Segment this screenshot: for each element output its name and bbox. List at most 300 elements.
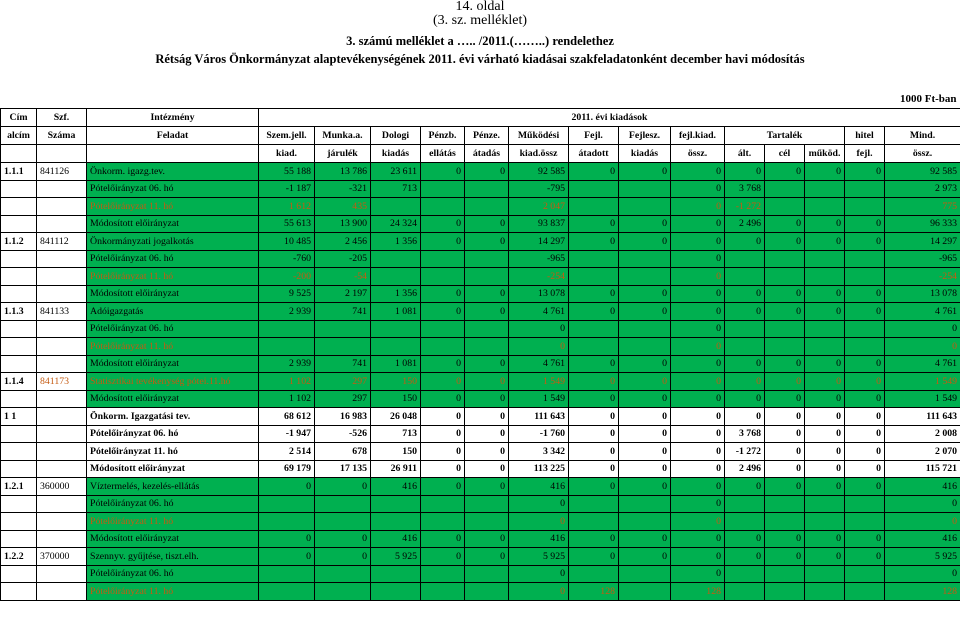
cell-value (725, 513, 765, 531)
cell-value (845, 513, 885, 531)
cell-value: 297 (315, 390, 371, 408)
cell-value (845, 320, 885, 338)
cell-szf (37, 530, 87, 548)
col-header: Pénzb. (421, 127, 465, 145)
cell-value: 150 (371, 373, 421, 391)
col-header: Dologi (371, 127, 421, 145)
cell-value: 0 (619, 233, 671, 251)
cell-value (619, 268, 671, 286)
cell-feladat: Módosított előirányzat (87, 285, 259, 303)
cell-cim (1, 583, 37, 601)
cell-value: 0 (569, 373, 619, 391)
cell-value: 0 (765, 355, 805, 373)
cell-value: 0 (671, 530, 725, 548)
cell-value: 0 (805, 548, 845, 566)
cell-value: 0 (465, 408, 509, 426)
header-row-2 (1, 127, 960, 145)
cell-szf (37, 408, 87, 426)
col-header-empty (1, 145, 37, 163)
cell-value: 23 611 (371, 163, 421, 181)
cell-value: -760 (259, 250, 315, 268)
cell-value: 10 485 (259, 233, 315, 251)
cell-feladat: Szennyv. gyűjtése, tiszt.elh. (87, 548, 259, 566)
col-header: Működési (509, 127, 569, 145)
cell-value: 2 939 (259, 355, 315, 373)
col-header: kiadás (619, 145, 671, 163)
cell-value: 0 (845, 373, 885, 391)
cell-value (569, 268, 619, 286)
cell-value: 0 (671, 373, 725, 391)
cell-value: -205 (315, 250, 371, 268)
cell-szf: 841133 (37, 303, 87, 321)
col-header-empty (37, 145, 87, 163)
cell-value: 0 (421, 425, 465, 443)
cell-value: 0 (421, 548, 465, 566)
col-header: össz. (885, 145, 960, 163)
cell-value: 0 (569, 478, 619, 496)
cell-value: 0 (315, 530, 371, 548)
cell-value: 0 (725, 373, 765, 391)
cell-value: 0 (671, 390, 725, 408)
col-header: Munka.a. (315, 127, 371, 145)
cell-value: 713 (371, 425, 421, 443)
table-row (1, 460, 960, 478)
cell-value: 0 (259, 478, 315, 496)
cell-value: 0 (765, 425, 805, 443)
cell-value: 0 (421, 373, 465, 391)
cell-feladat: Módosított előirányzat (87, 460, 259, 478)
cell-value: 1 102 (259, 373, 315, 391)
cell-value: 0 (619, 355, 671, 373)
cell-value (725, 268, 765, 286)
cell-value: 0 (421, 285, 465, 303)
cell-value (619, 565, 671, 583)
cell-value (371, 320, 421, 338)
cell-feladat: Önkormányzati jogalkotás (87, 233, 259, 251)
cell-feladat: Önkorm. Igazgatási tev. (87, 408, 259, 426)
table-row (1, 198, 960, 216)
cell-value (569, 250, 619, 268)
cell-value: 297 (315, 373, 371, 391)
cell-value: 0 (671, 285, 725, 303)
cell-value (569, 338, 619, 356)
cell-szf: 370000 (37, 548, 87, 566)
cell-value: 13 786 (315, 163, 371, 181)
cell-value (315, 513, 371, 531)
cell-cim (1, 443, 37, 461)
cell-value: 0 (509, 495, 569, 513)
cell-value: -54 (315, 268, 371, 286)
cell-cim (1, 460, 37, 478)
cell-value (465, 320, 509, 338)
col-header: Mind. (885, 127, 960, 145)
cell-value: -321 (315, 180, 371, 198)
cell-value: 0 (725, 530, 765, 548)
cell-value: 0 (805, 425, 845, 443)
cell-value: -1 760 (509, 425, 569, 443)
cell-value: -1 947 (259, 425, 315, 443)
cell-cim (1, 285, 37, 303)
cell-cim (1, 198, 37, 216)
cell-value (421, 565, 465, 583)
cell-feladat: Pótelőirányzat 11. hó (87, 198, 259, 216)
cell-cim (1, 565, 37, 583)
header-row-3 (1, 145, 960, 163)
cell-cim (1, 513, 37, 531)
col-header: Pénze. (465, 127, 509, 145)
cell-feladat: Módosított előirányzat (87, 530, 259, 548)
col-header: cél (765, 145, 805, 163)
cell-value: 0 (671, 513, 725, 531)
table-row (1, 443, 960, 461)
cell-value: 0 (805, 408, 845, 426)
cell-value (371, 268, 421, 286)
cell-value: 0 (465, 285, 509, 303)
cell-value (371, 338, 421, 356)
cell-value: -254 (509, 268, 569, 286)
cell-value: 0 (465, 443, 509, 461)
cell-value: 92 585 (509, 163, 569, 181)
cell-cim: 1.1.1 (1, 163, 37, 181)
cell-value: 0 (315, 478, 371, 496)
cell-value (845, 565, 885, 583)
cell-value: 416 (509, 478, 569, 496)
col-header: alcím (1, 127, 37, 145)
cell-value: 0 (259, 530, 315, 548)
cell-szf (37, 320, 87, 338)
cell-value: 0 (465, 478, 509, 496)
cell-value (765, 268, 805, 286)
cell-value: 0 (671, 355, 725, 373)
cell-value: 1 102 (259, 390, 315, 408)
cell-value: 0 (671, 320, 725, 338)
cell-value (465, 198, 509, 216)
cell-value: 0 (619, 548, 671, 566)
cell-value: 775 (885, 198, 960, 216)
cell-value (371, 583, 421, 601)
cell-value: 5 925 (885, 548, 960, 566)
col-header: Feladat (87, 127, 259, 145)
cell-value: 0 (569, 443, 619, 461)
cell-value: 0 (845, 215, 885, 233)
cell-value: 0 (765, 408, 805, 426)
cell-value: 0 (569, 233, 619, 251)
cell-value: 0 (671, 163, 725, 181)
cell-cim (1, 215, 37, 233)
cell-feladat: Statisztikai tevékenység pótei.11.hó (87, 373, 259, 391)
cell-value: 0 (805, 355, 845, 373)
cell-value: 9 525 (259, 285, 315, 303)
col-header: össz. (671, 145, 725, 163)
cell-value: 0 (845, 355, 885, 373)
cell-feladat: Víztermelés, kezelés-ellátás (87, 478, 259, 496)
cell-value: 0 (619, 303, 671, 321)
cell-value: 0 (725, 408, 765, 426)
cell-value: 0 (805, 373, 845, 391)
cell-value: 0 (765, 460, 805, 478)
cell-value: 416 (509, 530, 569, 548)
cell-value (421, 250, 465, 268)
cell-cim (1, 320, 37, 338)
cell-value (465, 583, 509, 601)
col-header: hitel (845, 127, 885, 145)
cell-value: 111 643 (885, 408, 960, 426)
cell-szf (37, 460, 87, 478)
cell-value: 2 047 (509, 198, 569, 216)
col-header: kiad.össz (509, 145, 569, 163)
cell-value: 0 (465, 373, 509, 391)
cell-value: 0 (259, 548, 315, 566)
table-row (1, 495, 960, 513)
cell-value: 435 (315, 198, 371, 216)
cell-value: 1 081 (371, 303, 421, 321)
cell-value: 0 (765, 163, 805, 181)
cell-value (371, 198, 421, 216)
col-header: Szf. (37, 109, 87, 127)
cell-value: 0 (805, 285, 845, 303)
cell-value: 416 (885, 478, 960, 496)
col-header: ellátás (421, 145, 465, 163)
col-header: Fejl. (569, 127, 619, 145)
cell-value (619, 513, 671, 531)
cell-value: 93 837 (509, 215, 569, 233)
cell-value: 0 (619, 443, 671, 461)
cell-cim: 1 1 (1, 408, 37, 426)
cell-value: 5 925 (509, 548, 569, 566)
document-subtitle: Rétság Város Önkormányzat alaptevékenységének 2011. évi várható kiadásai szakfeladatonként december havi módosítás (155, 52, 805, 66)
col-header: működ. (805, 145, 845, 163)
cell-value: 113 225 (509, 460, 569, 478)
cell-value: 0 (569, 530, 619, 548)
cell-value (315, 338, 371, 356)
cell-value: 0 (421, 355, 465, 373)
cell-value: 0 (509, 583, 569, 601)
cell-value: 0 (725, 233, 765, 251)
cell-feladat: Módosított előirányzat (87, 215, 259, 233)
cell-value: 0 (509, 320, 569, 338)
cell-value (805, 320, 845, 338)
cell-value: 0 (765, 390, 805, 408)
table-row (1, 303, 960, 321)
cell-value: -795 (509, 180, 569, 198)
cell-value: -1 272 (725, 443, 765, 461)
table-row (1, 425, 960, 443)
cell-value: 0 (845, 408, 885, 426)
cell-value: 69 179 (259, 460, 315, 478)
cell-szf (37, 180, 87, 198)
col-header: járulék (315, 145, 371, 163)
cell-value: 0 (421, 478, 465, 496)
cell-value: 2 496 (725, 215, 765, 233)
cell-cim: 1.1.4 (1, 373, 37, 391)
cell-value: 0 (845, 303, 885, 321)
cell-value (421, 338, 465, 356)
cell-cim: 1.2.1 (1, 478, 37, 496)
cell-value: 0 (569, 460, 619, 478)
cell-value: 0 (421, 233, 465, 251)
cell-value: 0 (845, 285, 885, 303)
cell-value: 2 456 (315, 233, 371, 251)
cell-value: 24 324 (371, 215, 421, 233)
cell-szf (37, 565, 87, 583)
cell-value (845, 495, 885, 513)
cell-value: 0 (805, 390, 845, 408)
cell-value (569, 180, 619, 198)
cell-feladat: Pótelőirányzat 11. hó (87, 583, 259, 601)
cell-value: 0 (671, 180, 725, 198)
cell-value: 3 768 (725, 425, 765, 443)
col-header: átadás (465, 145, 509, 163)
cell-value (421, 198, 465, 216)
cell-value: 3 342 (509, 443, 569, 461)
cell-value: 0 (465, 163, 509, 181)
cell-value: 0 (465, 215, 509, 233)
cell-value (421, 320, 465, 338)
cell-value: 1 549 (885, 373, 960, 391)
table-row (1, 390, 960, 408)
cell-value: 0 (619, 163, 671, 181)
cell-value: 13 078 (885, 285, 960, 303)
cell-value: -526 (315, 425, 371, 443)
page-header (0, 0, 960, 67)
cell-value: 0 (805, 303, 845, 321)
cell-value: 55 188 (259, 163, 315, 181)
cell-value: 0 (465, 425, 509, 443)
cell-value (725, 495, 765, 513)
cell-value: 741 (315, 355, 371, 373)
cell-value: 0 (725, 163, 765, 181)
cell-value: 0 (671, 250, 725, 268)
cell-value (765, 495, 805, 513)
col-header: Száma (37, 127, 87, 145)
document-title: 3. számú melléklet a ….. /2011.(……..) rendelethez (346, 34, 614, 48)
table-row (1, 215, 960, 233)
cell-value (805, 198, 845, 216)
cell-value (765, 338, 805, 356)
cell-value: 4 761 (885, 303, 960, 321)
cell-value (845, 250, 885, 268)
cell-value (371, 513, 421, 531)
cell-value (569, 565, 619, 583)
cell-feladat: Adóigazgatás (87, 303, 259, 321)
cell-value (805, 268, 845, 286)
col-header: fejl. (845, 145, 885, 163)
cell-szf (37, 390, 87, 408)
cell-value (569, 198, 619, 216)
cell-value: 0 (845, 478, 885, 496)
cell-value: 2 973 (885, 180, 960, 198)
cell-szf (37, 250, 87, 268)
col-header: Intézmény (87, 109, 259, 127)
cell-value (315, 565, 371, 583)
cell-value: 0 (845, 233, 885, 251)
cell-value: 0 (671, 495, 725, 513)
cell-value: 0 (765, 285, 805, 303)
cell-cim: 1.1.3 (1, 303, 37, 321)
table-row (1, 233, 960, 251)
cell-value (725, 583, 765, 601)
cell-value: 0 (619, 373, 671, 391)
cell-value: 0 (845, 443, 885, 461)
col-header: Szem.jell. (259, 127, 315, 145)
cell-szf (37, 198, 87, 216)
cell-value (371, 565, 421, 583)
table-row (1, 548, 960, 566)
cell-feladat: Pótelőirányzat 06. hó (87, 565, 259, 583)
cell-value: 0 (725, 355, 765, 373)
cell-value: 4 761 (509, 303, 569, 321)
cell-value: 14 297 (509, 233, 569, 251)
unit-label: 1000 Ft-ban (900, 93, 957, 105)
cell-value (619, 250, 671, 268)
cell-value: 0 (765, 548, 805, 566)
cell-value: 0 (765, 373, 805, 391)
cell-feladat: Pótelőirányzat 06. hó (87, 425, 259, 443)
cell-value (465, 250, 509, 268)
cell-value: 0 (569, 215, 619, 233)
cell-value: 16 983 (315, 408, 371, 426)
cell-value: 0 (421, 460, 465, 478)
cell-value: 0 (671, 303, 725, 321)
cell-value: 0 (845, 530, 885, 548)
cell-value: 416 (371, 530, 421, 548)
cell-value: 0 (421, 443, 465, 461)
table-row (1, 513, 960, 531)
cell-value: 26 048 (371, 408, 421, 426)
cell-value: 0 (465, 460, 509, 478)
cell-value (619, 338, 671, 356)
cell-value: 1 549 (509, 390, 569, 408)
cell-feladat: Önkorm. igazg.tev. (87, 163, 259, 181)
cell-value: 0 (619, 285, 671, 303)
cell-value (619, 198, 671, 216)
cell-value (765, 583, 805, 601)
cell-value: 26 911 (371, 460, 421, 478)
table-row (1, 583, 960, 601)
cell-value: 0 (885, 495, 960, 513)
cell-value (765, 180, 805, 198)
cell-value (465, 338, 509, 356)
cell-value: 0 (569, 355, 619, 373)
cell-feladat: Pótelőirányzat 11. hó (87, 513, 259, 531)
cell-cim (1, 530, 37, 548)
cell-value: 2 939 (259, 303, 315, 321)
cell-feladat: Módosított előirányzat (87, 390, 259, 408)
col-header: kiadás (371, 145, 421, 163)
cell-value: 92 585 (885, 163, 960, 181)
cell-value (805, 513, 845, 531)
cell-value (765, 320, 805, 338)
col-header: fejl.kiad. (671, 127, 725, 145)
table-row (1, 338, 960, 356)
col-header: ált. (725, 145, 765, 163)
cell-value: 0 (509, 338, 569, 356)
expense-table (0, 108, 960, 601)
cell-value (765, 513, 805, 531)
cell-value: 128 (885, 583, 960, 601)
cell-value (259, 583, 315, 601)
cell-value (765, 565, 805, 583)
cell-value: 0 (885, 565, 960, 583)
cell-value: 416 (371, 478, 421, 496)
cell-value: -1 272 (725, 198, 765, 216)
cell-value (569, 495, 619, 513)
cell-value (805, 338, 845, 356)
cell-value (725, 250, 765, 268)
cell-value (421, 268, 465, 286)
cell-value (845, 180, 885, 198)
cell-value (569, 513, 619, 531)
